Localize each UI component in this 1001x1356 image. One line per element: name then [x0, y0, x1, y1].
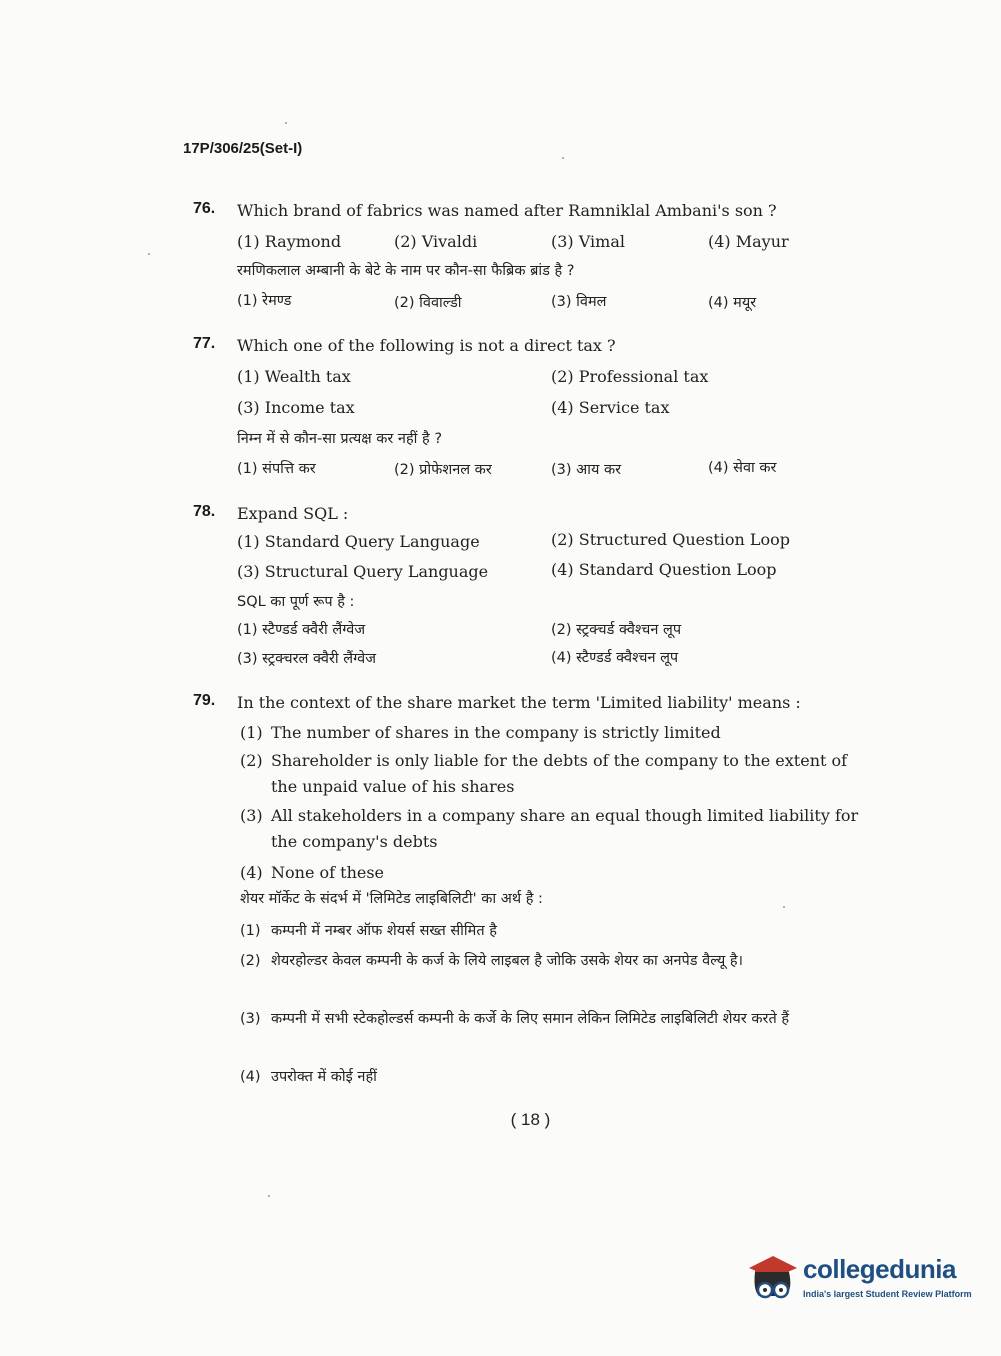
option-number: (2) — [240, 953, 261, 969]
option-hi-1 — [240, 918, 860, 945]
mascot-icon — [745, 1250, 801, 1306]
option-hi-2: (2) स्ट्रक्चर्ड क्वैश्चन लूप — [551, 622, 682, 638]
question-text-en: In the context of the share market the term 'Limited liability' means : — [237, 693, 801, 712]
option-hi-3 — [240, 1006, 860, 1033]
option-number: (4) — [240, 1069, 261, 1085]
option-text: कम्पनी में सभी स्टेकहोल्डर्स कम्पनी के कर्जे के लिए समान लेकिन लिमिटेड लाइबिलिटी शेयर करते हैं — [271, 1011, 790, 1027]
option-hi-4: (4) मयूर — [708, 295, 757, 311]
option-text: None of these — [271, 863, 385, 882]
question-text-hi: SQL का पूर्ण रूप है : — [237, 594, 355, 610]
option-en-4: (4) Standard Question Loop — [551, 560, 777, 579]
option-number: (3) — [240, 806, 263, 825]
option-hi-1: (1) संपत्ति कर — [237, 461, 316, 477]
option-en-3 — [240, 803, 860, 855]
option-en-2: (2) Professional tax — [551, 367, 709, 386]
question-number: 77. — [193, 335, 216, 352]
option-hi-3: (3) विमल — [551, 294, 607, 310]
option-text: उपरोक्त में कोई नहीं — [271, 1069, 377, 1085]
option-en-1: (1) Wealth tax — [237, 367, 351, 386]
option-hi-2 — [240, 948, 860, 975]
option-hi-1: (1) रेमण्ड — [237, 293, 292, 309]
scan-speck — [285, 122, 287, 124]
option-number: (2) — [240, 751, 263, 770]
option-number: (3) — [240, 1011, 261, 1027]
option-number: (1) — [240, 723, 263, 742]
brand-tagline: India's largest Student Review Platform — [803, 1289, 972, 1299]
option-en-1: (1) Raymond — [237, 232, 342, 251]
scan-speck — [562, 157, 564, 159]
question-text-hi: शेयर मॉर्केट के संदर्भ में 'लिमिटेड लाइबिलिटी' का अर्थ है : — [240, 891, 543, 907]
scan-speck — [783, 906, 785, 908]
question-number: 79. — [193, 692, 216, 709]
question-text-en: Which one of the following is not a direct tax ? — [237, 336, 616, 355]
option-en-4 — [240, 860, 860, 886]
option-hi-2: (2) विवाल्डी — [394, 295, 462, 311]
option-hi-3: (3) आय कर — [551, 462, 622, 478]
scan-speck — [268, 1195, 270, 1197]
scan-speck — [148, 253, 150, 255]
option-hi-1: (1) स्टैण्डर्ड क्वैरी लैंग्वेज — [237, 622, 366, 638]
option-en-2: (2) Structured Question Loop — [551, 530, 791, 549]
option-en-1: (1) Standard Query Language — [237, 532, 480, 551]
option-hi-2: (2) प्रोफेशनल कर — [394, 462, 492, 478]
page-code: 17P/306/25(Set-I) — [183, 140, 303, 157]
option-text: कम्पनी में नम्बर ऑफ शेयर्स सख्त सीमित है — [271, 923, 497, 939]
option-hi-4: (4) स्टैण्डर्ड क्वैश्चन लूप — [551, 650, 679, 666]
option-en-2 — [240, 748, 860, 800]
option-number: (1) — [240, 923, 261, 939]
option-text: The number of shares in the company is strictly limited — [271, 723, 721, 742]
option-en-3: (3) Structural Query Language — [237, 562, 489, 581]
option-en-1 — [240, 720, 860, 746]
option-text: All stakeholders in a company share an equal though limited liability for the company's debts — [271, 806, 859, 851]
option-text: Shareholder is only liable for the debts of the company to the extent of the unpaid value of his shares — [271, 751, 848, 796]
collegedunia-logo[interactable] — [745, 1250, 975, 1310]
option-text: शेयरहोल्डर केवल कम्पनी के कर्ज के लिये लाइबल है जोकि उसके शेयर का अनपेड वैल्यू है। — [271, 953, 744, 969]
option-en-4: (4) Mayur — [708, 232, 789, 251]
option-en-4: (4) Service tax — [551, 398, 670, 417]
option-hi-4: (4) सेवा कर — [708, 460, 777, 476]
option-en-2: (2) Vivaldi — [394, 232, 478, 251]
question-number: 78. — [193, 503, 216, 520]
page-number: ( 18 ) — [510, 1110, 551, 1129]
question-text-hi: रमणिकलाल अम्बानी के बेटे के नाम पर कौन-सा फैब्रिक ब्रांड है ? — [237, 263, 575, 279]
question-text-en: Expand SQL : — [237, 504, 349, 523]
option-number: (4) — [240, 863, 263, 882]
option-hi-3: (3) स्ट्रक्चरल क्वैरी लैंग्वेज — [237, 651, 376, 667]
question-text-en: Which brand of fabrics was named after Ramniklal Ambani's son ? — [237, 201, 777, 220]
option-en-3: (3) Vimal — [551, 232, 625, 251]
option-en-3: (3) Income tax — [237, 398, 355, 417]
option-hi-4 — [240, 1064, 860, 1091]
brand-name: collegedunia — [803, 1254, 956, 1284]
question-text-hi: निम्न में से कौन-सा प्रत्यक्ष कर नहीं है ? — [237, 431, 443, 447]
question-number: 76. — [193, 200, 216, 217]
